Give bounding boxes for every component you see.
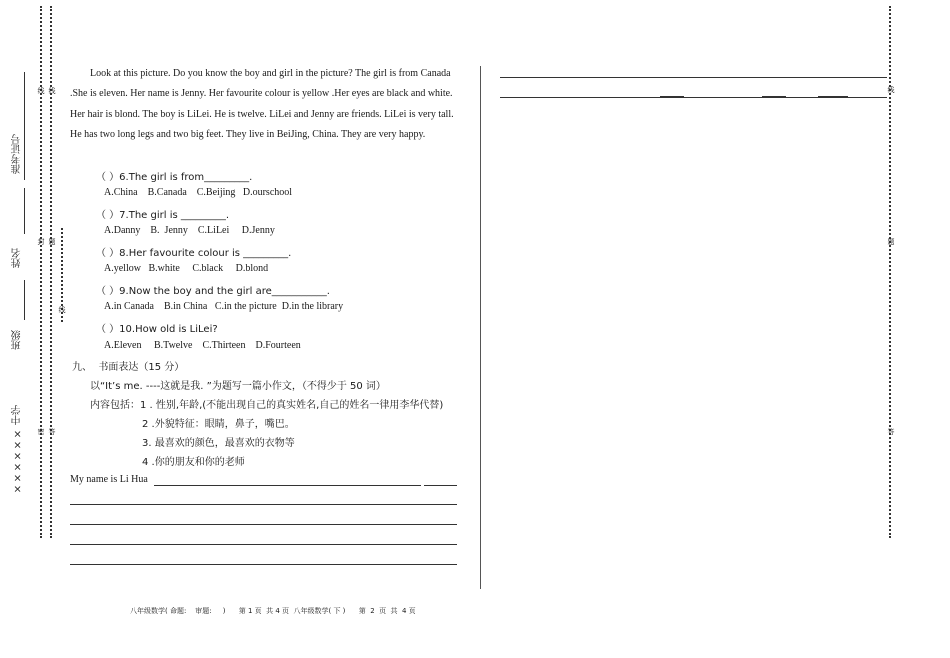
outer-dotted-line-a: [40, 6, 42, 538]
mark-line-inner: 线: [58, 306, 66, 313]
mark-line-outer-b: 线: [48, 87, 56, 94]
writing-line-0[interactable]: [154, 485, 421, 486]
class-line[interactable]: [24, 280, 25, 320]
right-writing-line-1[interactable]: [500, 77, 887, 78]
mark-seal-outer: 封: [37, 238, 45, 245]
exam-id-label: 准考证号: [12, 134, 23, 174]
school-label: ×××××× 中学: [12, 405, 23, 495]
question-9-options: A.in Canada B.in China C.in the picture D.in the library: [104, 301, 344, 312]
question-6-options: A.China B.Canada C.Beijing D.ourschool: [104, 187, 293, 198]
reading-passage: [70, 64, 465, 146]
question-10-stem: （ ）10.How old is LiLei?: [96, 324, 218, 335]
question-9-stem: （ ）9.Now the boy and the girl are___________.: [96, 286, 330, 297]
question-6-stem: （ ）6.The girl is from_________.: [96, 172, 253, 183]
outer-dotted-line-b: [50, 6, 52, 538]
writing-heading: 九、 书面表达（15 分）: [72, 362, 185, 373]
mark-secret-outer: 密: [37, 428, 45, 435]
writing-line-0b[interactable]: [424, 485, 457, 486]
page-footer: 八年级数学( 命题: 审题: ) 第 1 页 共 4 页 八年级数学( 下 ) 第 2 页 共 4 页: [130, 607, 416, 615]
writing-point-3: 3. 最喜欢的颜色，最喜欢的衣物等: [142, 438, 295, 449]
writing-point-4: 4 .你的朋友和你的老师: [142, 457, 245, 468]
page-divider: [480, 66, 481, 589]
writing-line-1[interactable]: [70, 504, 457, 505]
mark-question-right: 题: [887, 238, 895, 245]
question-10-options: A.Eleven B.Twelve C.Thirteen D.Fourteen: [104, 340, 301, 351]
question-7-options: A.Danny B. Jenny C.LiLei D.Jenny: [104, 225, 275, 236]
right-line-accent-a: [660, 96, 684, 98]
question-8-stem: （ ）8.Her favourite colour is _________.: [96, 248, 292, 259]
mark-answer-outer: 答: [48, 428, 56, 435]
writing-line-3[interactable]: [70, 544, 457, 545]
writing-line-2[interactable]: [70, 524, 457, 525]
mark-line-right: 线: [887, 86, 895, 93]
exam-id-line[interactable]: [24, 72, 25, 180]
writing-instruction: 以“It’s me. ----这就是我. ”为题写一篇小作文，（不得少于 50 词）: [90, 381, 386, 392]
passage-text: Look at this picture. Do you know the boy and girl in the picture? The girl is from Canada .She is eleven. Her name is Jenny. Her favourite colour is yellow .Her eyes are black and white. Her hair is blond. The boy is LiLei. He is twelve. LiLei and Jenny are friends. LiLei is very tall. He has two long legs and two big feet. They live in BeiJing, China. They are very happy.: [70, 68, 454, 141]
mark-question-outer: 题: [48, 238, 56, 245]
question-8-options: A.yellow B.white C.black D.blond: [104, 263, 269, 274]
right-line-accent-c: [818, 96, 848, 98]
writing-content-intro: 内容包括：1 . 性别,年龄,(不能出现自己的真实姓名,自己的姓名一律用李华代替): [90, 400, 444, 411]
writing-starter: My name is Li Hua: [70, 474, 148, 485]
name-label: 姓名: [12, 248, 23, 268]
class-label: 班级: [12, 330, 23, 350]
name-line[interactable]: [24, 188, 25, 234]
writing-point-2: 2 .外貌特征：眼睛，鼻子，嘴巴。: [142, 419, 295, 430]
writing-line-4[interactable]: [70, 564, 457, 565]
right-line-accent-b: [762, 96, 786, 98]
mark-answer-right: 答: [887, 428, 895, 435]
mark-line-outer: 线: [37, 87, 45, 94]
question-7-stem: （ ）7.The girl is _________.: [96, 210, 230, 221]
